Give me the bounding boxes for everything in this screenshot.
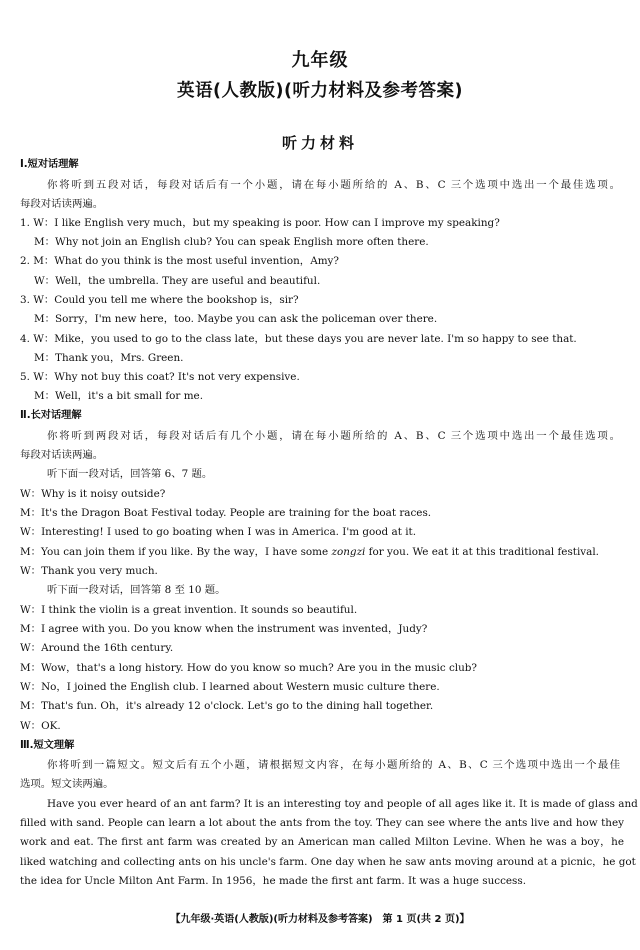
dialogue-line: W：Interesting! I used to go boating when I was in America. I'm good at it. (20, 526, 416, 538)
dialogue-line: M：Thank you，Mrs. Green. (34, 352, 184, 364)
part3-heading: Ⅲ.短文理解 (20, 740, 75, 751)
part3-intro-line: 你将听到一篇短文。短文后有五个小题，请根据短文内容，在每小题所给的 A、B、C 三个选项中选出一个最佳 (47, 759, 620, 771)
dialogue-line: M：You can join them if you like. By the way，I have some zongzi for you. We eat it at this traditional festival. (20, 546, 599, 558)
part3-intro-line: 选项。短文读两遍。 (20, 778, 114, 790)
conversation-instruction: 听下面一段对话，回答第 6、7 题。 (47, 468, 213, 480)
dialogue-line: 1. W：I like English very much，but my speaking is poor. How can I improve my speaking? (20, 217, 500, 229)
dialogue-line: W：Around the 16th century. (20, 642, 174, 654)
passage-line: the idea for Uncle Milton Ant Farm. In 1956，he made the first ant farm. It was a huge success. (20, 875, 527, 887)
part1-heading: Ⅰ.短对话理解 (20, 159, 79, 170)
part1-intro-line: 你将听到五段对话，每段对话后有一个小题，请在每小题所给的 A、B、C 三个选项中选出一个最佳选项。 (47, 179, 620, 191)
grade-title: 九年级 (291, 50, 349, 71)
dialogue-line: 2. M：What do you think is the most useful invention，Amy? (20, 255, 339, 267)
dialogue-line: 4. W：Mike，you used to go to the class late，but these days you are never late. I'm so happy to see that. (20, 333, 577, 345)
dialogue-line: W：I think the violin is a great invention. It sounds so beautiful. (20, 604, 358, 616)
dialogue-line: M：I agree with you. Do you know when the instrument was invented，Judy? (20, 623, 428, 635)
zongzi-term: zongzi (331, 546, 366, 558)
dialogue-line: 3. W：Could you tell me where the bookshop is，sir? (20, 294, 299, 306)
document-subtitle: 英语(人教版)(听力材料及参考答案) (177, 81, 463, 101)
passage-line: liked watching and collecting ants on his uncle's farm. One day when he saw ants moving around at a picnic，he got (20, 856, 636, 868)
dialogue-line: W：Why is it noisy outside? (20, 488, 166, 500)
section-title: 听力材料 (281, 134, 358, 152)
page-footer: 【九年级·英语(人教版)(听力材料及参考答案) 第 1 页(共 2 页)】 (170, 914, 470, 925)
dialogue-line: M：It's the Dragon Boat Festival today. People are training for the boat races. (20, 507, 432, 519)
dialogue-line: W：Well，the umbrella. They are useful and beautiful. (34, 275, 321, 287)
dialogue-line: M：That's fun. Oh，it's already 12 o'clock. Let's go to the dining hall together. (20, 700, 434, 712)
part2-intro-line: 每段对话读两遍。 (20, 449, 104, 461)
dialogue-line: W：OK. (20, 720, 61, 732)
dialogue-line: M：Sorry，I'm new here，too. Maybe you can ask the policeman over there. (34, 313, 438, 325)
part2-intro-line: 你将听到两段对话，每段对话后有几个小题，请在每小题所给的 A、B、C 三个选项中选出一个最佳选项。 (47, 430, 620, 442)
dialogue-line: M：Why not join an English club? You can speak English more often there. (34, 236, 429, 248)
dialogue-line: W：Thank you very much. (20, 565, 158, 577)
part1-intro-line: 每段对话读两遍。 (20, 198, 104, 210)
conversation-instruction: 听下面一段对话，回答第 8 至 10 题。 (47, 584, 226, 596)
passage-line: work and eat. The first ant farm was created by an American man called Milton Levine. When he was a boy，he (20, 836, 624, 848)
dialogue-line: M：Wow，that's a long history. How do you know so much? Are you in the music club? (20, 662, 478, 674)
passage-line: Have you ever heard of an ant farm? It is an interesting toy and people of all ages like it. It is made of glass and (47, 798, 638, 810)
part2-heading: Ⅱ.长对话理解 (20, 410, 82, 421)
dialogue-line: 5. W：Why not buy this coat? It's not very expensive. (20, 371, 300, 383)
dialogue-line: M：Well，it's a bit small for me. (34, 390, 203, 402)
passage-line: filled with sand. People can learn a lot about the ants from the toy. They can see where the ants live and how they (20, 817, 624, 829)
dialogue-line: W：No，I joined the English club. I learned about Western music culture there. (20, 681, 440, 693)
